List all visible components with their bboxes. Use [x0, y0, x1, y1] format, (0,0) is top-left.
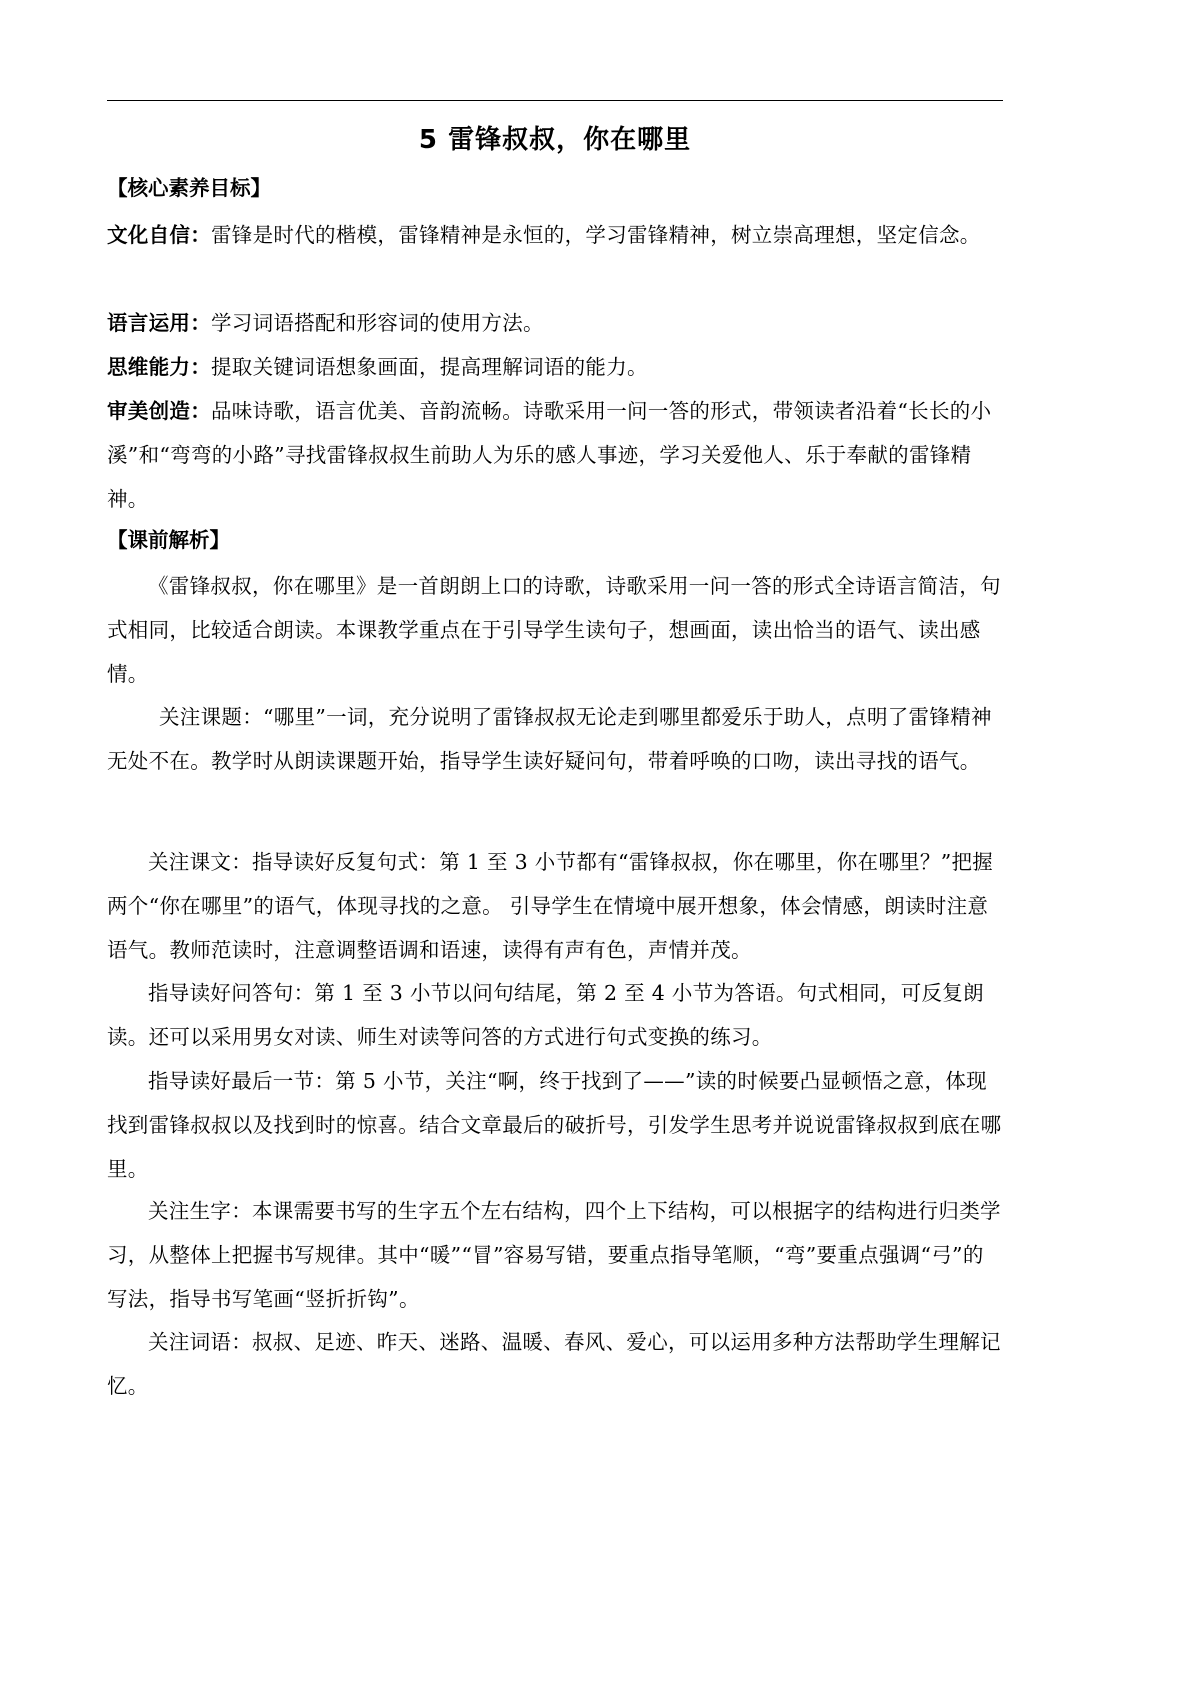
goal-culture-text: 雷锋是时代的楷模，雷锋精神是永恒的，学习雷锋精神，树立崇高理想，坚定信念。 — [211, 223, 981, 247]
header-rule — [107, 100, 1003, 101]
analysis-paragraph-vocabulary: 关注词语：叔叔、足迹、昨天、迷路、温暖、春风、爱心，可以运用多种方法帮助学生理解记忆。 — [107, 1330, 1001, 1398]
analysis-paragraph-last-section: 指导读好最后一节：第 5 小节，关注“啊，终于找到了——”读的时候要凸显顿悟之意，体现找到雷锋叔叔以及找到时的惊喜。结合文章最后的破折号，引发学生思考并说说雷锋叔叔到底在哪里。 — [107, 1069, 1002, 1181]
goal-aesthetic-text: 品味诗歌，语言优美、音韵流畅。诗歌采用一问一答的形式，带领读者沿着“长长的小溪”和“弯弯的小路”寻找雷锋叔叔生前助人为乐的感人事迹，学习关爱他人、乐于奉献的雷锋精神。 — [107, 399, 992, 511]
goal-language — [107, 301, 1003, 345]
document-page — [107, 0, 1003, 1697]
goal-language-term: 语言运用： — [107, 311, 211, 335]
goal-language-text: 学习词语搭配和形容词的使用方法。 — [211, 311, 544, 335]
goal-culture-term: 文化自信： — [107, 223, 211, 247]
analysis-paragraph-characters: 关注生字：本课需要书写的生字五个左右结构，四个上下结构，可以根据字的结构进行归类学习，从整体上把握书写规律。其中“暖”“冒”容易写错，要重点指导笔顺，“弯”要重点强调“弓”的写法，指导书写笔画“竖折折钩”。 — [107, 1199, 1001, 1311]
goal-thinking-term: 思维能力： — [107, 355, 211, 379]
analysis-paragraph-qa: 指导读好问答句：第 1 至 3 小节以问句结尾，第 2 至 4 小节为答语。句式相同，可反复朗读。还可以采用男女对读、师生对读等问答的方式进行句式变换的练习。 — [107, 981, 984, 1049]
goal-aesthetic-term: 审美创造： — [107, 399, 211, 423]
goal-aesthetic — [107, 389, 1003, 521]
analysis-paragraph-title-focus: 关注课题：“哪里”一词，充分说明了雷锋叔叔无论走到哪里都爱乐于助人，点明了雷锋精神无处不在。教学时从朗读课题开始，指导学生读好疑问句，带着呼唤的口吻，读出寻找的语气。 — [107, 705, 992, 773]
goal-thinking-text: 提取关键词语想象画面，提高理解词语的能力。 — [211, 355, 648, 379]
analysis-paragraph-text-focus: 关注课文：指导读好反复句式：第 1 至 3 小节都有“雷锋叔叔，你在哪里，你在哪里？”把握两个“你在哪里”的语气，体现寻找的之意。 引导学生在情境中展开想象，体会情感，朗读时注意语气。教师范读时，注意调整语调和语速，读得有声有色，声情并茂。 — [107, 850, 994, 962]
goals-heading: 【核心素养目标】 — [107, 176, 271, 200]
analysis-paragraph-intro: 《雷锋叔叔，你在哪里》是一首朗朗上口的诗歌，诗歌采用一问一答的形式全诗语言简洁，句式相同，比较适合朗读。本课教学重点在于引导学生读句子，想画面，读出恰当的语气、读出感情。 — [107, 574, 1001, 686]
goal-culture — [107, 213, 1003, 257]
lesson-title: 5 雷锋叔叔，你在哪里 — [418, 125, 692, 155]
goal-thinking — [107, 345, 1003, 389]
analysis-heading: 【课前解析】 — [107, 528, 230, 552]
